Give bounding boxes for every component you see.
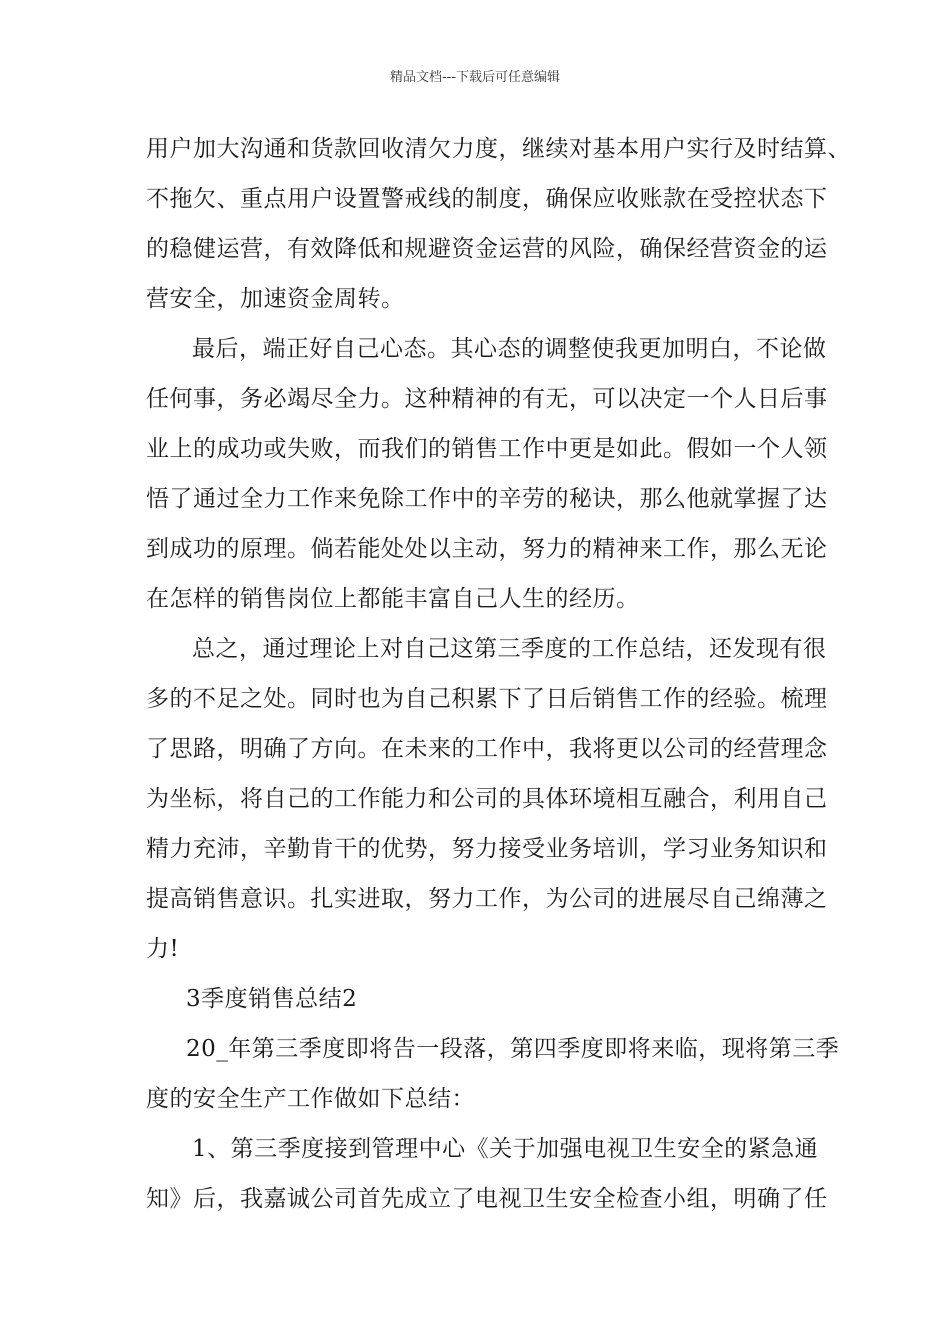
paragraph-line: 不拖欠、重点用户设置警戒线的制度，确保应收账款在受控状态下 xyxy=(146,186,828,212)
paragraph-line: 20_年第三季度即将告一段落，第四季度即将来临，现将第三季 xyxy=(186,1036,840,1062)
paragraph-line: 度的安全生产工作做如下总结： xyxy=(146,1086,475,1112)
paragraph-line: 总之，通过理论上对自己这第三季度的工作总结，还发现有很 xyxy=(192,636,827,662)
paragraph-line: 营安全，加速资金周转。 xyxy=(146,286,405,312)
paragraph-line: 业上的成功或失败，而我们的销售工作中更是如此。假如一个人领 xyxy=(146,436,828,462)
paragraph-line: 为坐标，将自己的工作能力和公司的具体环境相互融合，利用自己 xyxy=(146,786,828,812)
paragraph-line: 的稳健运营，有效降低和规避资金运营的风险，确保经营资金的运 xyxy=(146,236,828,262)
paragraph-line: 力! xyxy=(146,936,180,962)
paragraph-line: 悟了通过全力工作来免除工作中的辛劳的秘诀，那么他就掌握了达 xyxy=(146,486,828,512)
paragraph-line: 精力充沛，辛勤肯干的优势，努力接受业务培训，学习业务知识和 xyxy=(146,836,828,862)
paragraph-line: 多的不足之处。同时也为自己积累下了日后销售工作的经验。梳理 xyxy=(146,686,828,712)
page-header: 精品文档---下载后可任意编辑 xyxy=(389,70,561,85)
paragraph-line: 1、第三季度接到管理中心《关于加强电视卫生安全的紧急通 xyxy=(192,1136,819,1162)
paragraph-line: 任何事，务必竭尽全力。这种精神的有无，可以决定一个人日后事 xyxy=(146,386,828,412)
paragraph-line: 用户加大沟通和货款回收清欠力度，继续对基本用户实行及时结算、 xyxy=(146,136,851,162)
paragraph-line: 最后，端正好自己心态。其心态的调整使我更加明白，不论做 xyxy=(192,336,827,362)
paragraph-line: 了思路，明确了方向。在未来的工作中，我将更以公司的经营理念 xyxy=(146,736,828,762)
paragraph-line: 到成功的原理。倘若能处处以主动，努力的精神来工作，那么无论 xyxy=(146,536,828,562)
paragraph-line: 知》后，我嘉诚公司首先成立了电视卫生安全检查小组，明确了任 xyxy=(146,1186,828,1212)
paragraph-line: 提高销售意识。扎实进取，努力工作，为公司的进展尽自己绵薄之 xyxy=(146,886,828,912)
section-heading: 3季度销售总结2 xyxy=(186,986,358,1012)
paragraph-line: 在怎样的销售岗位上都能丰富自己人生的经历。 xyxy=(146,586,640,612)
